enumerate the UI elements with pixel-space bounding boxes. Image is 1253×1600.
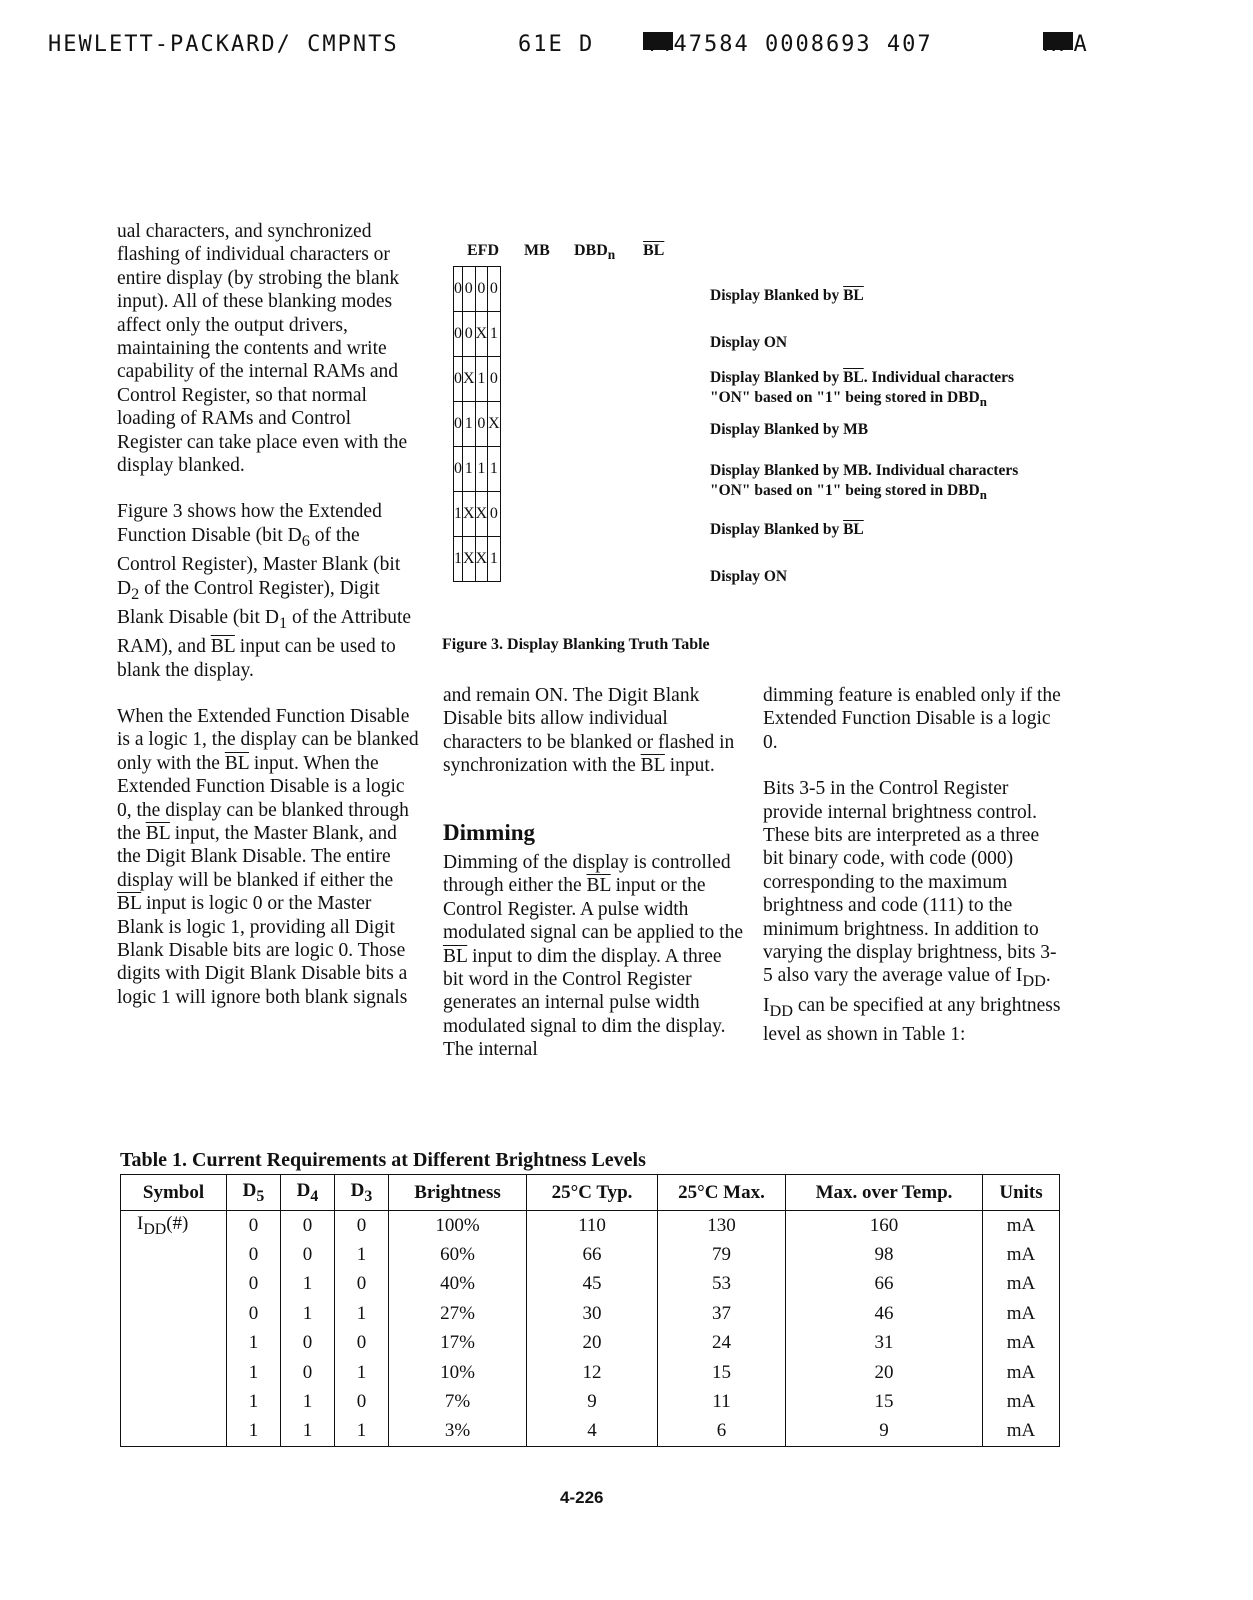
table-cell: 1: [335, 1240, 389, 1269]
header-units: Units: [983, 1175, 1060, 1211]
page-header: [48, 32, 1228, 72]
table-cell: 0: [227, 1299, 281, 1328]
symbol-cell: $I_{DD}(\#)$: [121, 1211, 227, 1241]
truth-table-cell: X: [463, 537, 476, 582]
table-cell: 15: [786, 1387, 983, 1416]
table-cell: 17%: [389, 1329, 527, 1358]
table-cell: 1: [281, 1299, 335, 1328]
table-cell: 4: [527, 1417, 658, 1447]
row-description: Display Blanked by MB. Individual characters "ON" based on "1" being stored in $DBD_n$: [710, 462, 1019, 503]
table-cell: 1: [227, 1358, 281, 1387]
truth-table-row: [454, 537, 501, 582]
text-column-1: [117, 220, 419, 1032]
table-cell: 1: [281, 1417, 335, 1447]
truth-table-cell: X: [488, 402, 501, 447]
truth-table-row: [454, 357, 501, 402]
table-cell: 1: [281, 1270, 335, 1299]
truth-table-cell: 0: [475, 402, 488, 447]
table-cell: 6: [658, 1417, 786, 1447]
truth-table-cell: X: [475, 312, 488, 357]
truth-table-cell: 0: [463, 312, 476, 357]
truth-table-cell: 1: [488, 537, 501, 582]
symbol-cell: [121, 1299, 227, 1328]
truth-table-cell: 0: [454, 312, 463, 357]
symbol-cell: [121, 1329, 227, 1358]
truth-table-cell: 0: [463, 267, 476, 312]
table-cell: 60%: [389, 1240, 527, 1269]
header-code: 61E D: [518, 32, 595, 57]
paragraph: dimming feature is enabled only if the Extended Function Disable is a logic 0.: [763, 685, 1061, 753]
header-typ: 25°C Typ.: [527, 1175, 658, 1211]
table-header-row: [121, 1175, 1060, 1211]
table-cell: 9: [786, 1417, 983, 1447]
table-cell: 0: [227, 1270, 281, 1299]
header-company: HEWLETT-PACKARD/ CMPNTS: [48, 32, 399, 57]
symbol-cell: [121, 1387, 227, 1416]
table-cell: 46: [786, 1299, 983, 1328]
table-cell: mA: [983, 1358, 1060, 1387]
paragraph: Figure 3 shows how the Extended Function Disable (bit $D_6$ of the Control Register), Master Blank (bit $D_2$ of the Control Register), Digit Blank Disable (bit $D_1$ of the Attribute RAM), and $\overline{BL}$ input can be used to blank the display.: [117, 501, 412, 681]
table-row: [121, 1358, 1060, 1387]
truth-table-cell: 0: [488, 267, 501, 312]
table-cell: 30: [527, 1299, 658, 1328]
table-cell: 9: [527, 1387, 658, 1416]
truth-table-row: [454, 447, 501, 492]
truth-table-row: [454, 312, 501, 357]
truth-table-cell: 0: [454, 267, 463, 312]
table-cell: 0: [281, 1211, 335, 1241]
column-header-mb: MB: [524, 242, 550, 259]
table-cell: 27%: [389, 1299, 527, 1328]
table-cell: 0: [227, 1240, 281, 1269]
table-cell: 11: [658, 1387, 786, 1416]
table-cell: 0: [335, 1211, 389, 1241]
paragraph: When the Extended Function Disable is a logic 1, the display can be blanked only with the $\overline{BL}$ input. When the Extended Function Disable is a logic 0, the display can be blanked through the $\overline{BL}$ input, the Master Blank, and the Digit Blank Disable. The entire display will be blanked if either the $\overline{BL}$ input is logic 0 or the Master Blank is logic 1, providing all Digit Blank Disable bits are logic 0. Those digits with Digit Blank Disable bits a logic 1 will ignore both blank signals: [117, 705, 419, 1008]
table-cell: 53: [658, 1270, 786, 1299]
truth-table-cell: 0: [488, 492, 501, 537]
table-cell: 100%: [389, 1211, 527, 1241]
row-description: Display Blanked by $\overline{BL}$: [710, 287, 864, 304]
table-cell: mA: [983, 1270, 1060, 1299]
table-cell: 66: [786, 1270, 983, 1299]
truth-table-cell: 1: [475, 357, 488, 402]
table-cell: 7%: [389, 1387, 527, 1416]
table-cell: mA: [983, 1387, 1060, 1416]
truth-table-cell: 0: [488, 357, 501, 402]
table-cell: 66: [527, 1240, 658, 1269]
column-header-bl: $\overline{BL}$: [643, 242, 665, 259]
figure-caption: Figure 3. Display Blanking Truth Table: [442, 636, 710, 653]
table-cell: 12: [527, 1358, 658, 1387]
table-cell: 160: [786, 1211, 983, 1241]
table-cell: mA: [983, 1417, 1060, 1447]
header-max-over-temp: Max. over Temp.: [786, 1175, 983, 1211]
table-row: [121, 1211, 1060, 1241]
text-column-3: [763, 684, 1063, 1069]
paragraph: and remain ON. The Digit Blank Disable bits allow individual characters to be blanked or flashed in synchronization with the $\overline{BL}$ input.: [443, 685, 735, 777]
truth-table-row: [454, 492, 501, 537]
table-row: [121, 1299, 1060, 1328]
truth-table-cell: X: [463, 492, 476, 537]
text-column-2: [443, 684, 743, 778]
truth-table-cell: 0: [454, 447, 463, 492]
row-description: Display ON: [710, 334, 788, 351]
row-description: Display ON: [710, 568, 788, 585]
truth-table-row: [454, 402, 501, 447]
current-requirements-table: [120, 1174, 1060, 1447]
table-row: [121, 1387, 1060, 1416]
table-cell: 1: [335, 1358, 389, 1387]
symbol-cell: [121, 1270, 227, 1299]
table-row: [121, 1417, 1060, 1447]
paragraph: Dimming of the display is controlled through either the $\overline{BL}$ input or the Control Register. A pulse width modulated signal can be applied to the $\overline{BL}$ input to dim the display. A three bit word in the Control Register generates an internal pulse width modulated signal to dim the display. The internal: [443, 852, 743, 1061]
symbol-cell: [121, 1240, 227, 1269]
table-caption: Table 1. Current Requirements at Different Brightness Levels: [120, 1149, 646, 1171]
column-header-efd: EFD: [467, 242, 499, 259]
table-cell: 15: [658, 1358, 786, 1387]
table-row: [121, 1270, 1060, 1299]
truth-table-cell: X: [475, 537, 488, 582]
truth-table-cell: 0: [475, 267, 488, 312]
truth-table-cell: X: [463, 357, 476, 402]
row-description: Display Blanked by MB: [710, 421, 869, 438]
truth-table-cell: 1: [488, 447, 501, 492]
table-cell: mA: [983, 1240, 1060, 1269]
table-cell: 1: [281, 1387, 335, 1416]
table-cell: mA: [983, 1299, 1060, 1328]
page-number: 4-226: [560, 1488, 604, 1507]
truth-table-cell: 1: [454, 537, 463, 582]
row-description: Display Blanked by $\overline{BL}$: [710, 521, 864, 538]
table-cell: 1: [227, 1329, 281, 1358]
truth-table-cell: 1: [454, 492, 463, 537]
paragraph: Bits 3-5 in the Control Register provide internal brightness control. These bits are interpreted as a three bit binary code, with code (000) corresponding to the maximum brightness and code (111) to the minimum brightness. In addition to varying the display brightness, bits 3-5 also vary the average value of $I_{DD}$. $I_{DD}$ can be specified at any brightness level as shown in Table 1:: [763, 778, 1061, 1046]
table-cell: 20: [786, 1358, 983, 1387]
text-column-2b: [443, 851, 743, 1085]
table-row: [121, 1329, 1060, 1358]
table-cell: 3%: [389, 1417, 527, 1447]
table-cell: 1: [335, 1417, 389, 1447]
table-cell: 110: [527, 1211, 658, 1241]
header-d3: $D_3$: [335, 1175, 389, 1211]
truth-table-cell: 1: [463, 447, 476, 492]
table-cell: 1: [227, 1417, 281, 1447]
row-description: Display Blanked by $\overline{BL}$. Individual characters "ON" based on "1" being stored in $DBD_n$: [710, 369, 1015, 410]
table-cell: 45: [527, 1270, 658, 1299]
table-cell: 1: [335, 1299, 389, 1328]
table-cell: 40%: [389, 1270, 527, 1299]
table-cell: 0: [281, 1240, 335, 1269]
header-symbol: Symbol: [121, 1175, 227, 1211]
table-cell: 0: [335, 1387, 389, 1416]
truth-table-cell: X: [475, 492, 488, 537]
table-cell: 0: [281, 1329, 335, 1358]
symbol-cell: [121, 1417, 227, 1447]
table-cell: 98: [786, 1240, 983, 1269]
header-number: 4447584 0008693 407: [643, 32, 933, 57]
paragraph: ual characters, and synchronized flashing of individual characters or entire display (by strobing the blank input). All of these blanking modes affect only the output drivers, maintaining the contents and write capability of the internal RAMs and Control Register, so that normal loading of RAMs and Control Register can take place even with the display blanked.: [117, 221, 408, 477]
header-right: HPA: [1043, 32, 1089, 57]
table-cell: mA: [983, 1329, 1060, 1358]
table-cell: 79: [658, 1240, 786, 1269]
section-heading-dimming: Dimming: [443, 820, 535, 845]
table-cell: 31: [786, 1329, 983, 1358]
column-header-dbd: $DBD_n$: [574, 242, 616, 263]
header-max: 25°C Max.: [658, 1175, 786, 1211]
table-row: [121, 1240, 1060, 1269]
header-d5: $D_5$: [227, 1175, 281, 1211]
truth-table-cell: 0: [454, 357, 463, 402]
header-brightness: Brightness: [389, 1175, 527, 1211]
truth-table-cell: 1: [463, 402, 476, 447]
table-cell: 20: [527, 1329, 658, 1358]
table-cell: mA: [983, 1211, 1060, 1241]
table-cell: 0: [335, 1329, 389, 1358]
truth-table: [453, 266, 501, 582]
table-cell: 0: [335, 1270, 389, 1299]
symbol-cell: [121, 1358, 227, 1387]
table-cell: 0: [281, 1358, 335, 1387]
table-cell: 10%: [389, 1358, 527, 1387]
truth-table-cell: 1: [475, 447, 488, 492]
truth-table-row: [454, 267, 501, 312]
table-cell: 24: [658, 1329, 786, 1358]
truth-table-cell: 0: [454, 402, 463, 447]
table-cell: 0: [227, 1211, 281, 1241]
table-cell: 1: [227, 1387, 281, 1416]
header-d4: $D_4$: [281, 1175, 335, 1211]
truth-table-cell: 1: [488, 312, 501, 357]
table-cell: 130: [658, 1211, 786, 1241]
table-cell: 37: [658, 1299, 786, 1328]
